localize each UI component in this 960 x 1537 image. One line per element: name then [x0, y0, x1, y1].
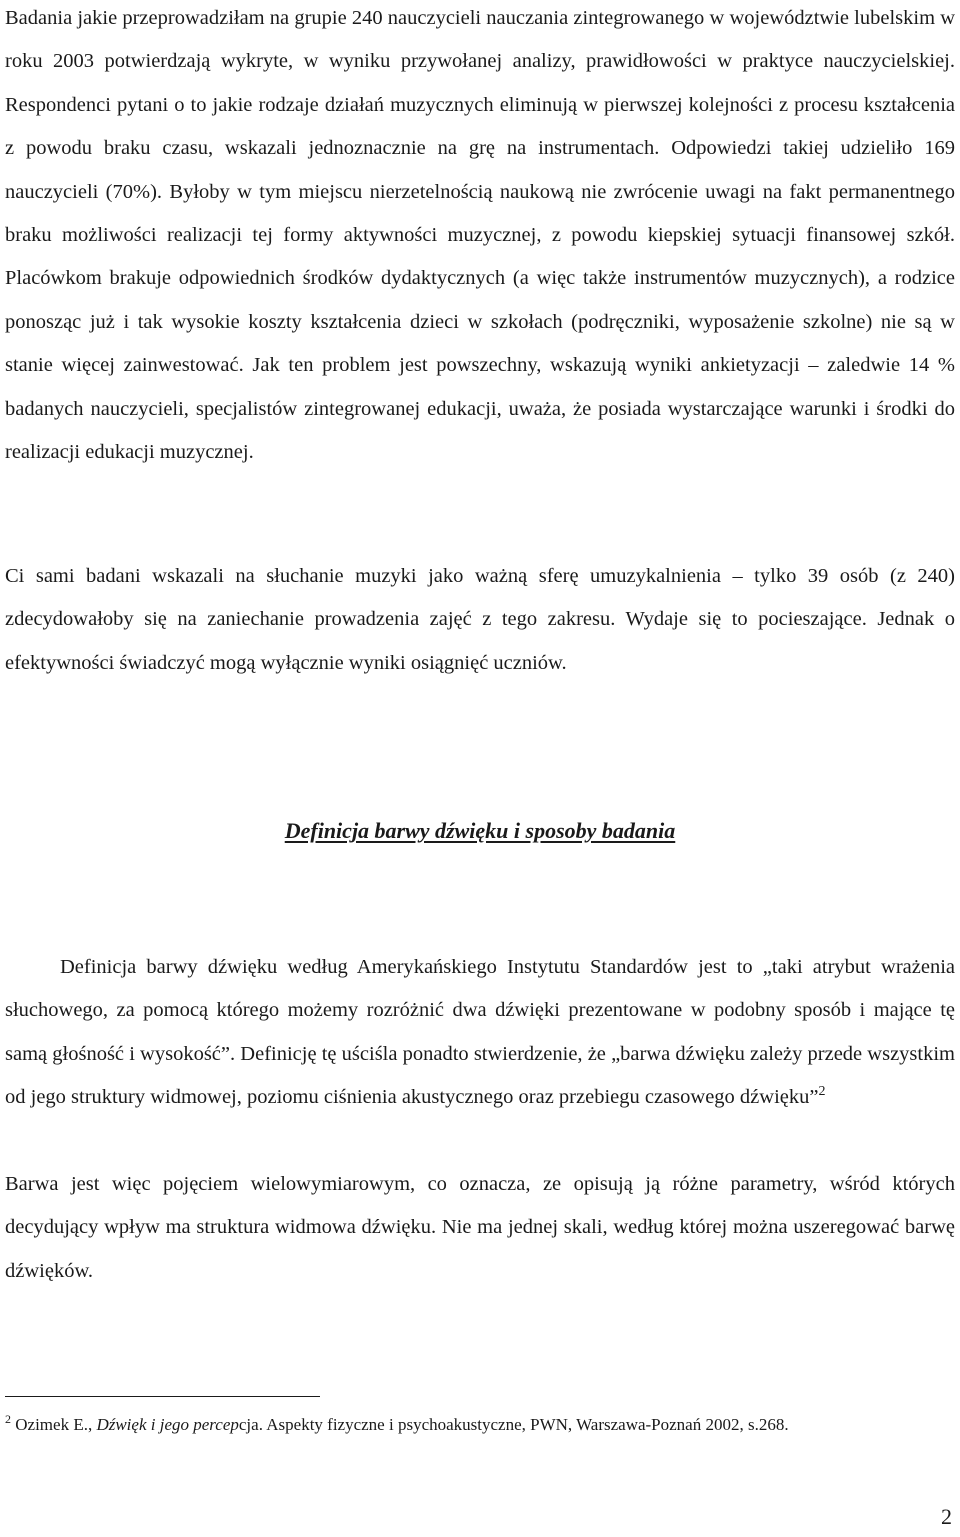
- footnote-rest: cja. Aspekty fizyczne i psychoakustyczne, PWN, Warszawa-Poznań 2002, s.268.: [238, 1415, 789, 1434]
- footnote: [5, 1412, 945, 1438]
- footnote-divider: [5, 1396, 320, 1397]
- footnote-number: 2: [5, 1412, 11, 1426]
- page-number: 2: [941, 1504, 952, 1529]
- body-paragraph-listening: Ci sami badani wskazali na słuchanie muzyki jako ważną sferę umuzykalnienia – tylko 39 osób (z 240) zdecydowałoby się na zaniechanie prowadzenia zajęć z tego zakresu. Wydaje się to pocieszające. Jednak o efektywności świadczyć mogą wyłącznie wyniki osiągnięć uczniów.: [5, 565, 955, 674]
- definition-text: Definicja barwy dźwięku według Amerykańskiego Instytutu Standardów jest to „taki atrybut wrażenia słuchowego, za pomocą którego możemy rozróżnić dwa dźwięki prezentowane w podobny sposób i mające tę samą głośność i wysokość”. Definicję tę uściśla ponadto stwierdzenie, że „barwa dźwięku zależy przede wszystkim od jego struktury widmowej, poziomu ciśnienia akustycznego oraz przebiegu czasowego dźwięku”: [5, 956, 955, 1109]
- body-paragraph-timbre: Barwa jest więc pojęciem wielowymiarowym, co oznacza, ze opisują ją różne parametry, wśród których decydujący wpływ ma struktura widmowa dźwięku. Nie ma jednej skali, według której można uszeregować barwę dźwięków.: [5, 1173, 955, 1282]
- body-paragraph-definition: [5, 946, 955, 1120]
- footnote-reference[interactable]: 2: [818, 1084, 826, 1100]
- footnote-author: Ozimek E.,: [11, 1415, 97, 1434]
- body-paragraph-survey-results: Badania jakie przeprowadziłam na grupie 240 nauczycieli nauczania zintegrowanego w województwie lubelskim w roku 2003 potwierdzają wykryte, w wyniku przywołanej analizy, prawidłowości w praktyce nauczycielskiej. Respondenci pytani o to jakie rodzaje działań muzycznych eliminują w pierwszej kolejności z procesu kształcenia z powodu braku czasu, wskazali jednoznacznie na grę na instrumentach. Odpowiedzi takiej udzieliło 169 nauczycieli (70%). Byłoby w tym miejscu nierzetelnością naukową nie zwrócenie uwagi na fakt permanentnego braku możliwości realizacji tej formy aktywności muzycznej, z powodu kiepskiej sytuacji finansowej szkół. Placówkom brakuje odpowiednich środków dydaktycznych (a więc także instrumentów muzycznych), a rodzice ponosząc już i tak wysokie koszty kształcenia dzieci w szkołach (podręczniki, wyposażenie szkolne) nie są w stanie więcej zainwestować. Jak ten problem jest powszechny, wskazują wyniki ankietyzacji – zaledwie 14 % badanych nauczycieli, specjalistów zintegrowanej edukacji, uważa, że posiada wystarczające warunki i środki do realizacji edukacji muzycznej.: [5, 7, 955, 464]
- footnote-title: Dźwięk i jego percep: [96, 1415, 239, 1434]
- section-heading: Definicja barwy dźwięku i sposoby badania: [284, 818, 676, 843]
